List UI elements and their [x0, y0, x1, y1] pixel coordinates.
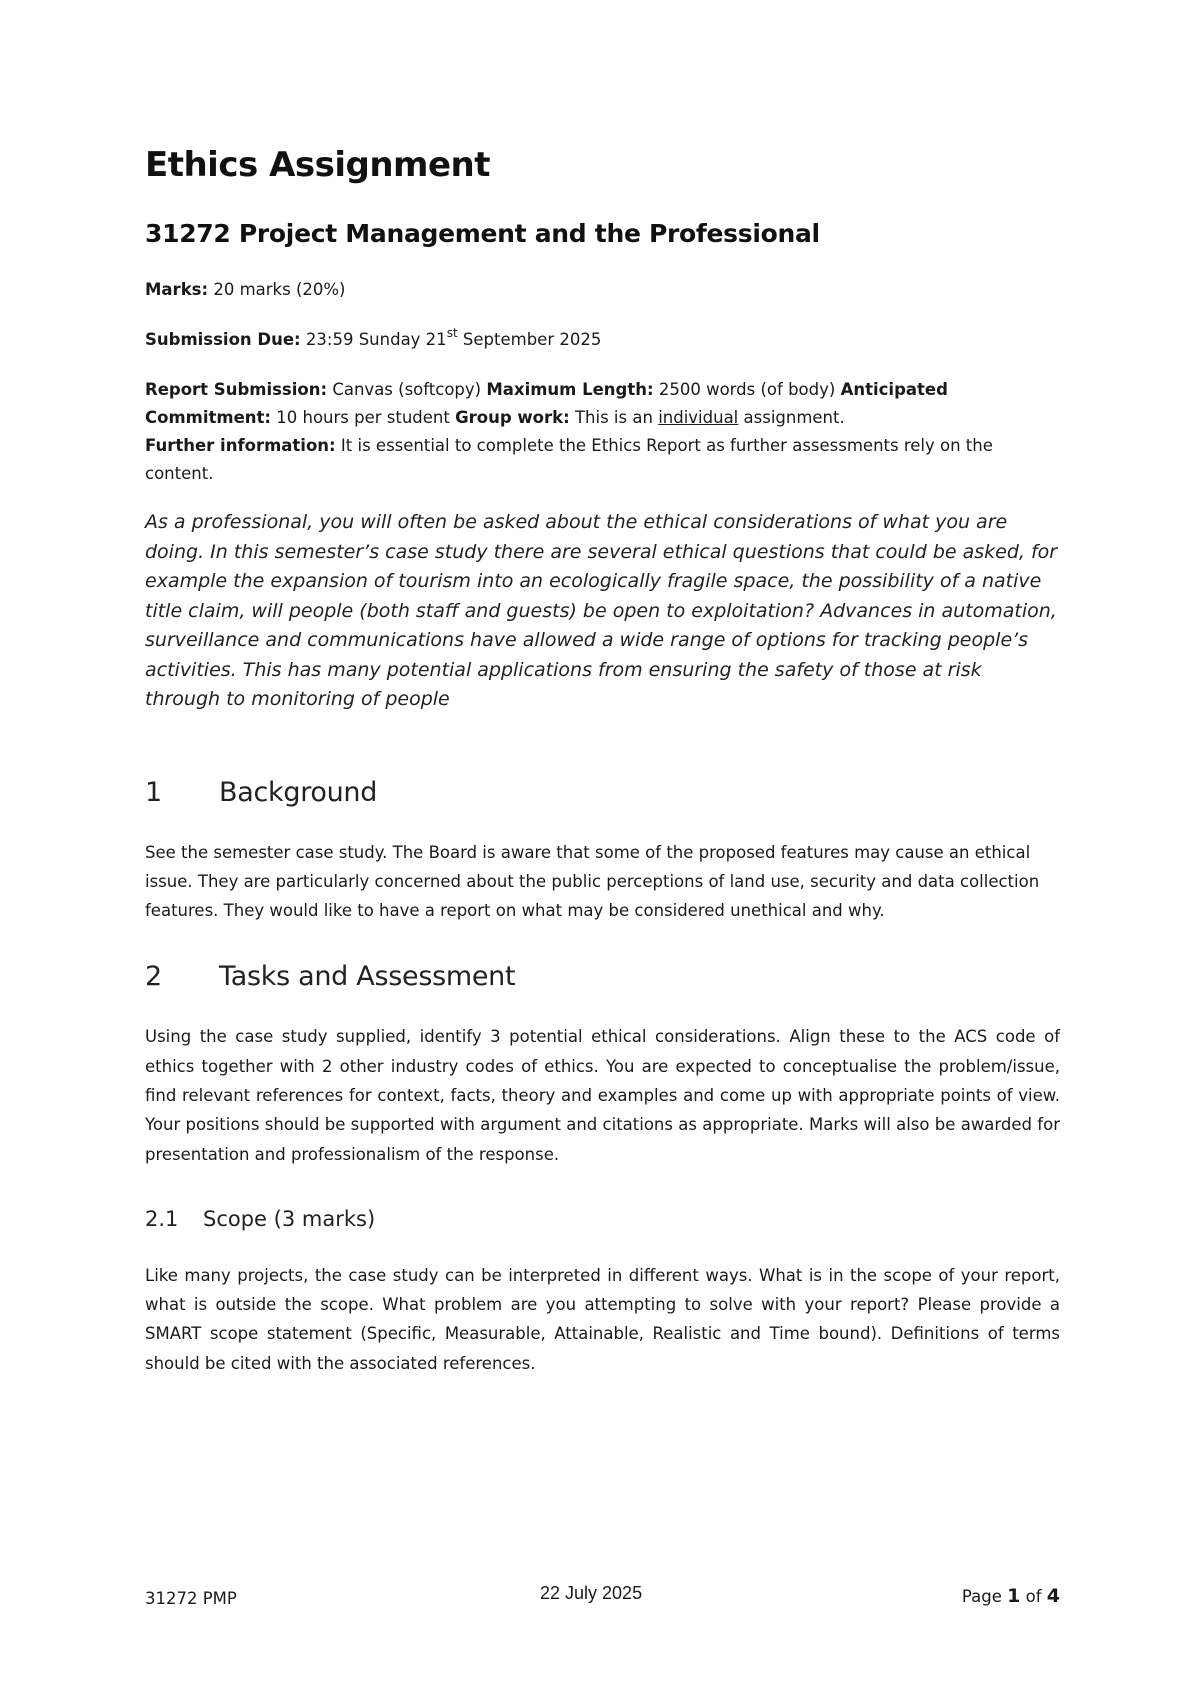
- section-heading-tasks: [145, 961, 1060, 992]
- section-title: Background: [219, 776, 378, 808]
- page-current: 1: [1007, 1585, 1021, 1607]
- section-heading-background: [145, 777, 1060, 808]
- page-footer: [145, 1583, 1060, 1613]
- footer-date: 22 July 2025: [540, 1583, 643, 1603]
- further-info-label: Further information:: [145, 436, 336, 455]
- group-work-emphasis: individual: [658, 408, 739, 427]
- max-length-label: Maximum Length:: [486, 380, 654, 399]
- group-work-label: Group work:: [455, 408, 570, 427]
- intro-paragraph: As a professional, you will often be asked about the ethical considerations of what you are doing. In this semester’s case study there are several ethical questions that could be asked, for example the expansion of tourism into an ecologically fragile space, the possibility of a native title claim, will people (both staff and guests) be open to exploitation? Advances in automation, surveillance and communications have allowed a wide range of options for tracking people’s activities. This has many potential applications from ensuring the safety of those at risk through to monitoring of people: [145, 511, 1058, 710]
- page-label: Page: [961, 1587, 1002, 1606]
- due-value-date: 23:59 Sunday 21: [305, 330, 447, 349]
- commitment-value: 10 hours per student: [276, 408, 450, 427]
- max-length-value: 2500 words (of body): [658, 380, 836, 399]
- report-submission-value: Canvas (softcopy): [332, 380, 482, 399]
- subsection-title: Scope (3 marks): [203, 1206, 376, 1231]
- subsection-number: 2.1: [145, 1206, 179, 1231]
- report-details: [145, 376, 1060, 488]
- marks-value: 20 marks (20%): [213, 280, 346, 299]
- tasks-paragraph: Using the case study supplied, identify 3 potential ethical considerations. Align these to the ACS code of ethics together with 2 other industry codes of ethics. You are expected to conceptualise the problem/issue, find relevant references for context, facts, theory and examples and come up with appropriate points of view. Your positions should be supported with argument and citations as appropriate. Marks will also be awarded for presentation and professionalism of the response.: [145, 1027, 1060, 1164]
- commitment-label-part2: Commitment:: [145, 408, 271, 427]
- due-label: Submission Due:: [145, 330, 301, 349]
- marks-label: Marks:: [145, 280, 209, 299]
- due-value-suffix: st: [446, 325, 458, 340]
- scope-paragraph: Like many projects, the case study can be interpreted in different ways. What is in the scope of your report, what is outside the scope. What problem are you attempting to solve with your report? Please provide a SMART scope statement (Specific, Measurable, Attainable, Realistic and Time bound). Definitions of terms should be cited with the associated references.: [145, 1265, 1060, 1373]
- document-title: Ethics Assignment: [145, 145, 490, 185]
- background-paragraph: See the semester case study. The Board is aware that some of the proposed features may cause an ethical issue. They are particularly concerned about the public perceptions of land use, security and data collection features. They would like to have a report on what may be considered unethical and why.: [145, 842, 1040, 921]
- report-submission-label: Report Submission:: [145, 380, 328, 399]
- marks-line: [145, 276, 1060, 304]
- course-title: 31272 Project Management and the Professional: [145, 219, 820, 248]
- page-total: 4: [1046, 1585, 1060, 1607]
- further-info-value: It is essential to complete the Ethics Report as further assessments rely on the content.: [145, 436, 993, 483]
- due-value-month: September 2025: [462, 330, 602, 349]
- page-of: of: [1025, 1587, 1042, 1606]
- footer-page-number: [962, 1585, 1060, 1607]
- group-work-suffix: assignment.: [743, 408, 845, 427]
- group-work-text: This is an: [574, 408, 653, 427]
- section-title: Tasks and Assessment: [219, 961, 516, 993]
- commitment-label-part1: Anticipated: [840, 380, 948, 399]
- section-number: 2: [145, 961, 162, 993]
- section-number: 1: [145, 776, 162, 808]
- page-content: [145, 145, 1060, 1378]
- submission-due-line: [145, 326, 1060, 354]
- footer-course-code: 31272 PMP: [145, 1589, 237, 1608]
- subsection-heading-scope: [145, 1207, 1060, 1231]
